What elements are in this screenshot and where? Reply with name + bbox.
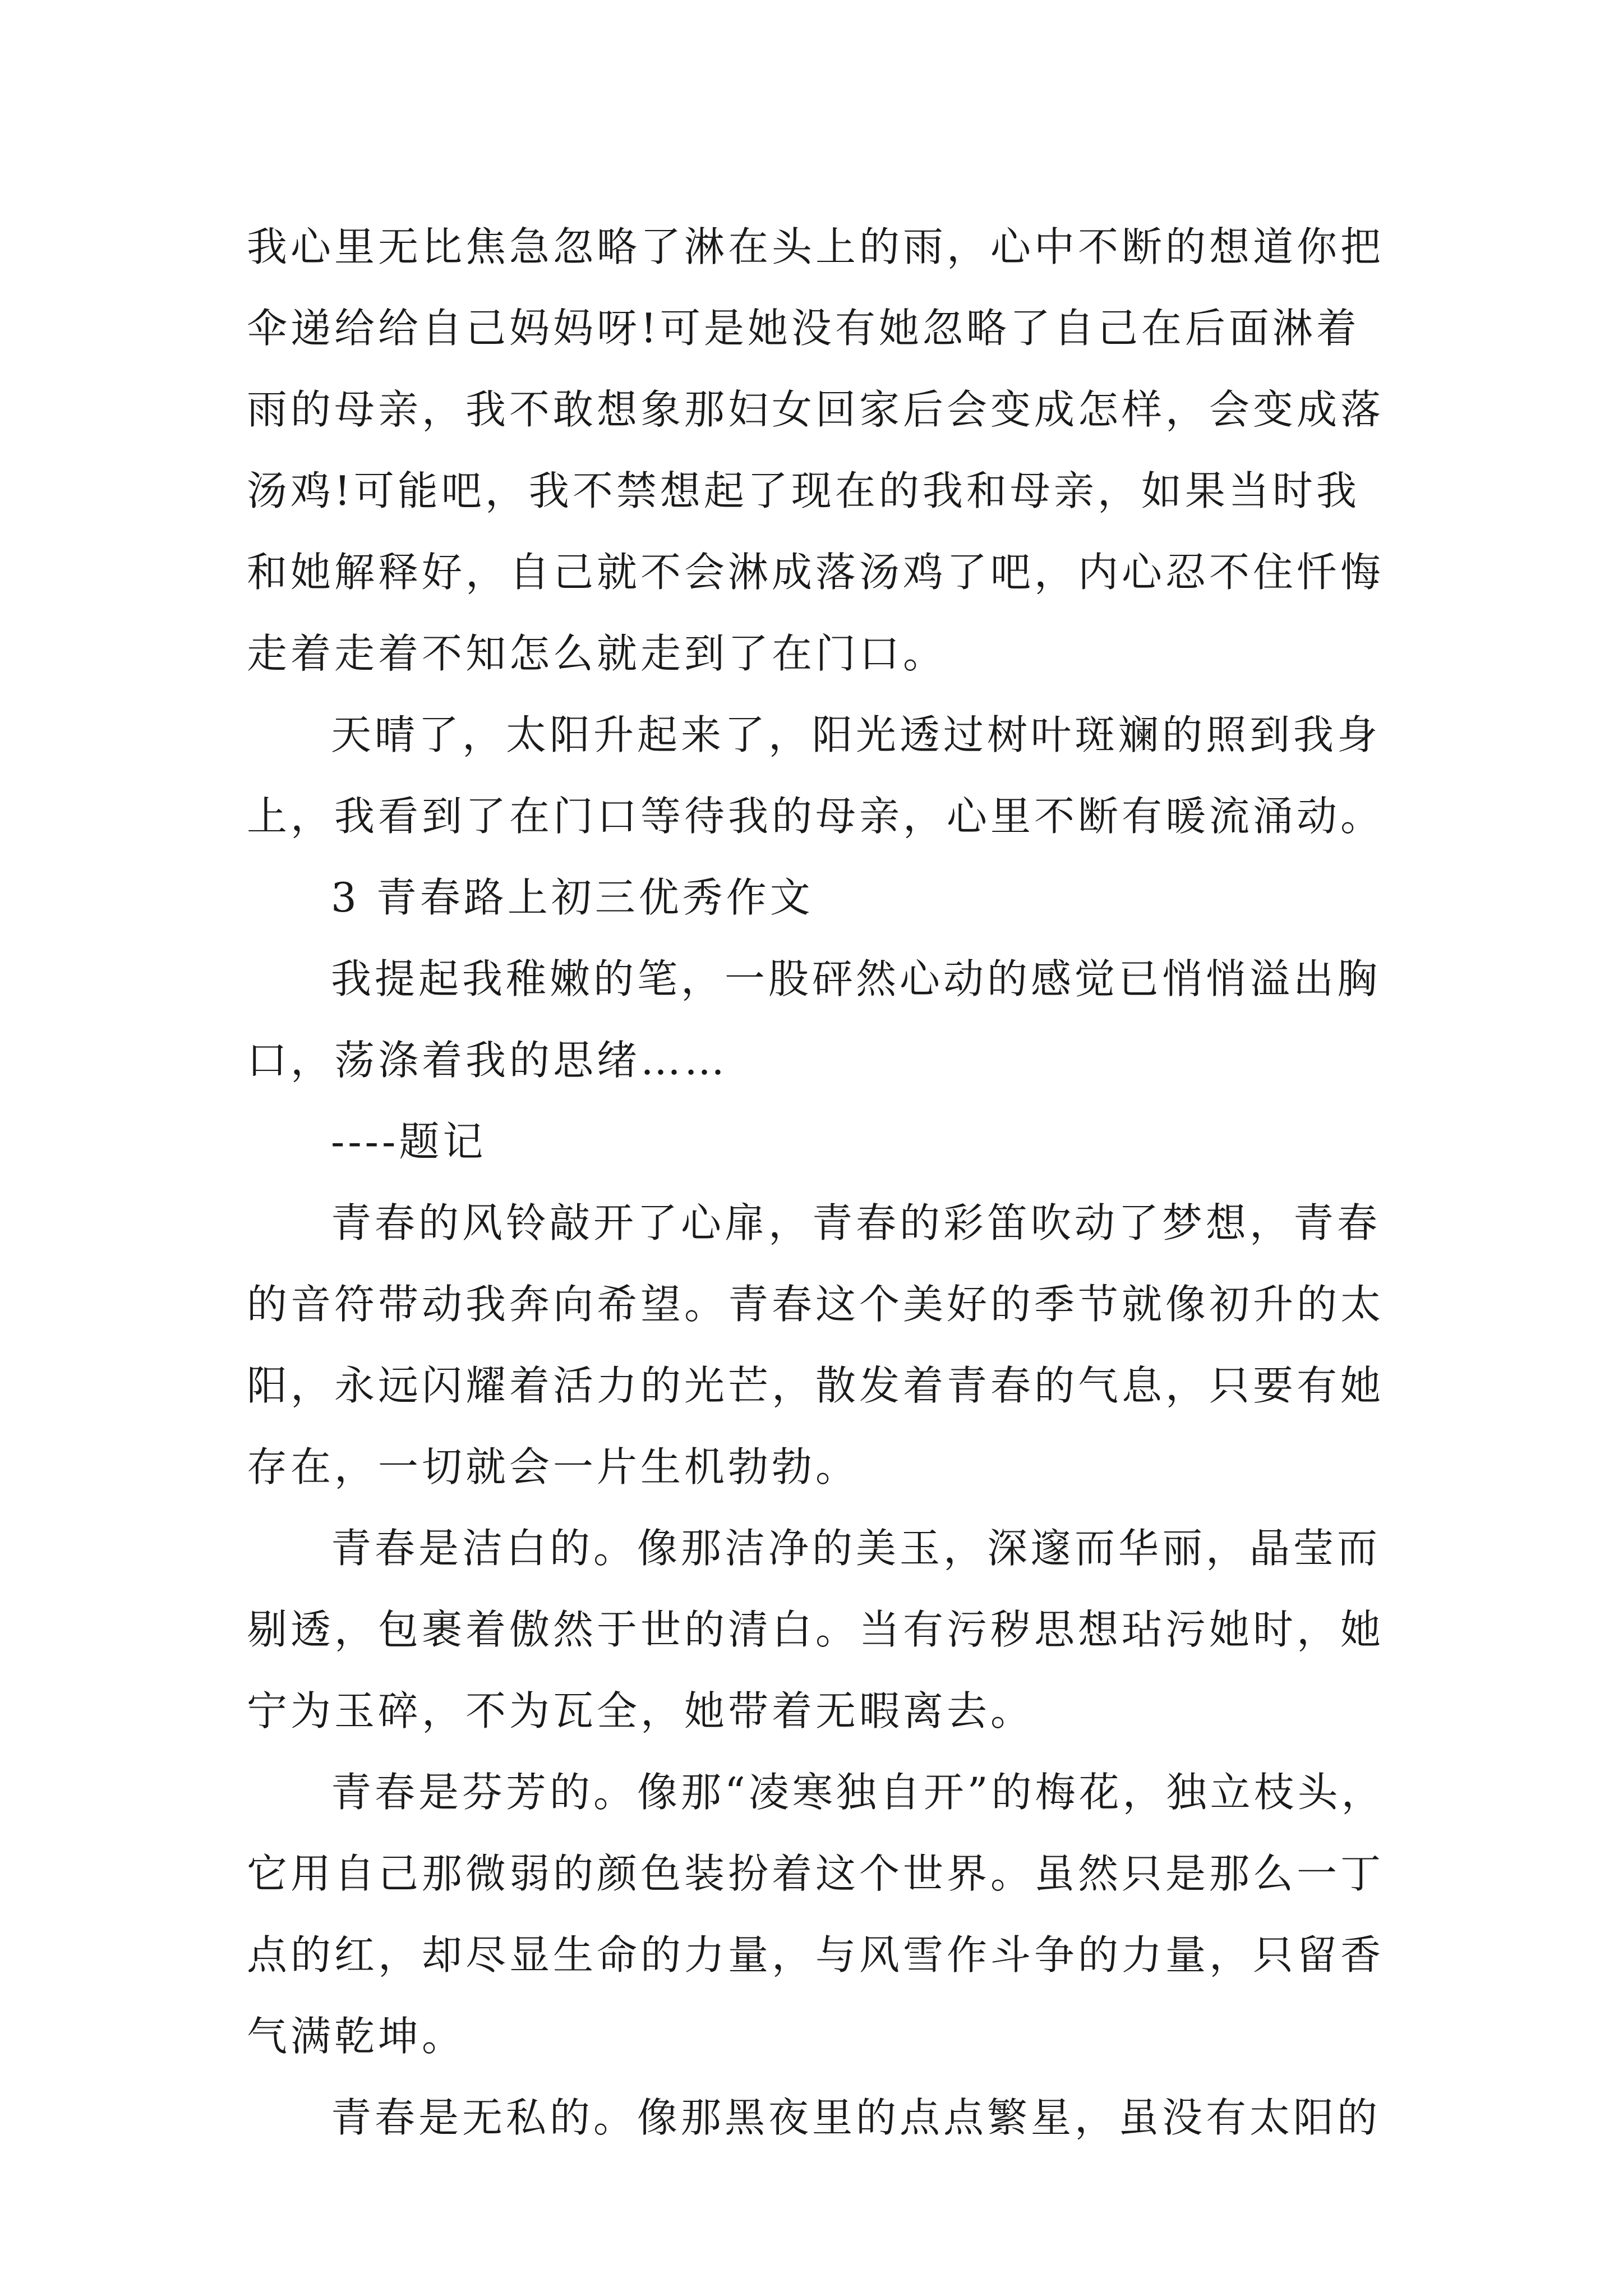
- paragraph-youth-intro: 青春的风铃敲开了心扉，青春的彩笛吹动了梦想，青春的音符带动我奔向希望。青春这个美好的季节就像初升的太阳，永远闪耀着活力的光芒，散发着青春的气息，只要有她存在，一切就会一片生机勃勃。: [247, 1199, 1385, 1490]
- paragraph-sunny: 天晴了，太阳升起来了，阳光透过树叶斑斓的照到我身上，我看到了在门口等待我的母亲，心里不断有暖流涌动。: [247, 711, 1385, 840]
- paragraph-youth-selfless: 青春是无私的。像那黑夜里的点点繁星，虽没有太阳的: [331, 2094, 1381, 2141]
- paragraph-youth-pure: 青春是洁白的。像那洁净的美玉，深邃而华丽，晶莹而剔透，包裹着傲然于世的清白。当有污秽思想玷污她时，她宁为玉碎，不为瓦全，她带着无暇离去。: [247, 1525, 1385, 1734]
- paragraph-youth-fragrant: 青春是芬芳的。像那“凌寒独自开”的梅花，独立枝头，它用自己那微弱的颜色装扮着这个世界。虽然只是那么一丁点的红，却尽显生命的力量，与风雪作斗争的力量，只留香气满乾坤。: [247, 1769, 1385, 2060]
- epigraph-label: ----题记: [331, 1118, 487, 1165]
- essay-title: 3 青春路上初三优秀作文: [331, 874, 814, 921]
- paragraph-rain: 我心里无比焦急忽略了淋在头上的雨，心中不断的想道你把伞递给给自己妈妈呀!可是她没有她忽略了自己在后面淋着雨的母亲，我不敢想象那妇女回家后会变成怎样，会变成落汤鸡!可能吧，我不禁想起了现在的我和母亲，如果当时我和她解释好，自己就不会淋成落汤鸡了吧，内心忍不住忏悔走着走着不知怎么就走到了在门口。: [247, 223, 1385, 677]
- paragraph-epigraph: 我提起我稚嫩的笔，一股砰然心动的感觉已悄悄溢出胸口，荡涤着我的思绪……: [247, 955, 1381, 1084]
- document-body: [247, 206, 1391, 2159]
